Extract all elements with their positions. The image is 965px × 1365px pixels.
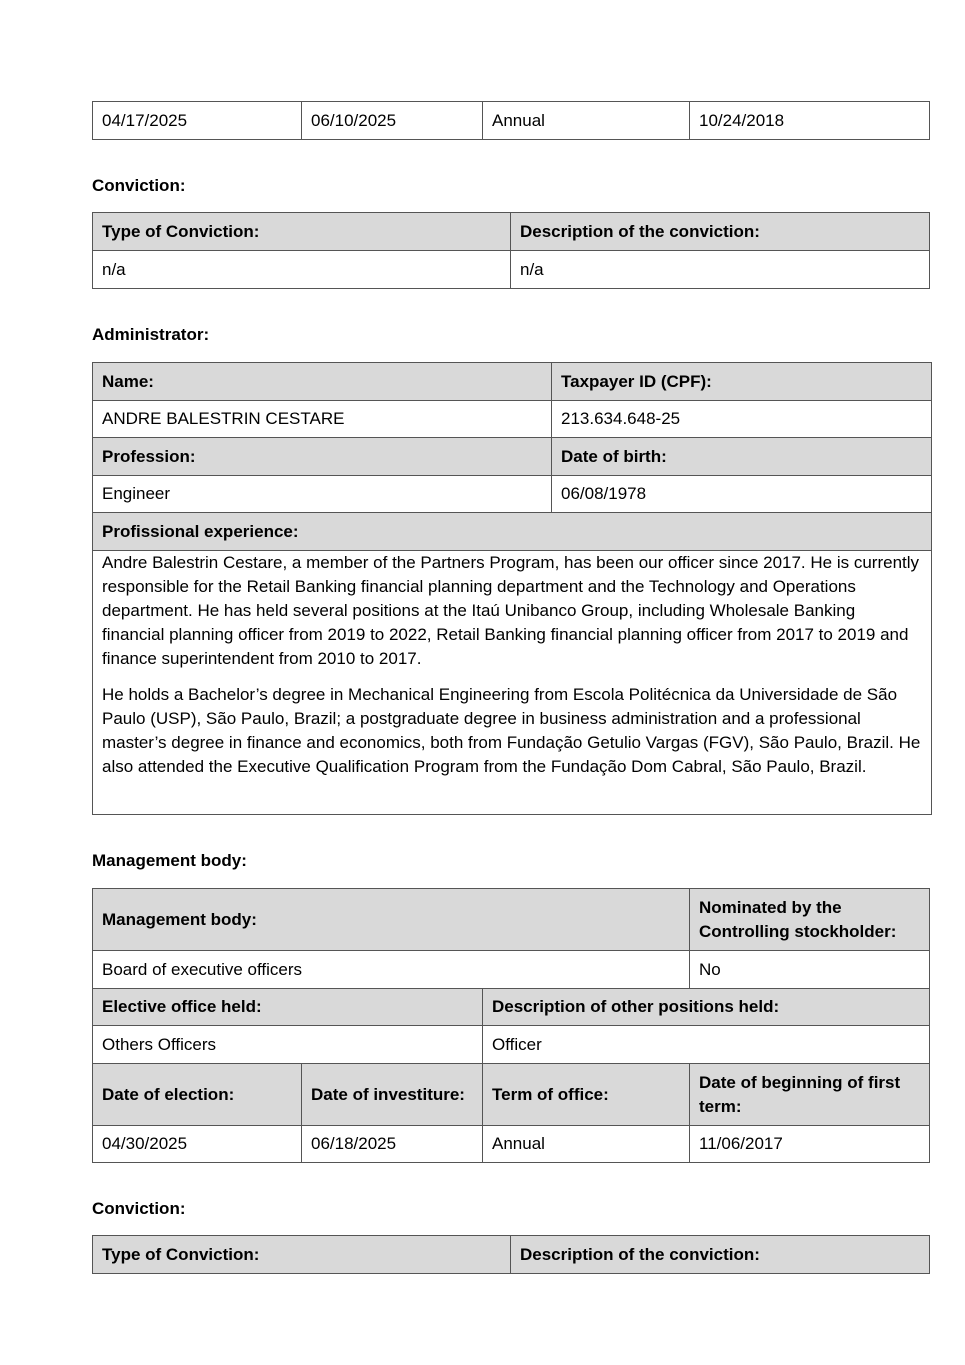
nominated-value: No [690,951,930,989]
experience-text [93,551,932,815]
type-of-conviction-header: Type of Conviction: [93,213,511,251]
date-of-investiture-value: 06/10/2025 [302,102,483,140]
elective-office-value: Others Officers [93,1026,483,1064]
conviction-description-header: Description of the conviction: [511,213,930,251]
experience-header: Profissional experience: [93,513,932,551]
term-of-office-value: Annual [483,102,690,140]
date-of-investiture-value: 06/18/2025 [302,1126,483,1163]
nominated-header: Nominated by the Controlling stockholder: [690,889,930,951]
experience-paragraph-1: Andre Balestrin Cestare, a member of the Partners Program, has been our officer since 2017. He is currently responsible for the Retail Banking financial planning department and the Technology and Operations department. He has held several positions at the Itaú Unibanco Group, including Wholesale Banking financial planning officer from 2019 to 2022, Retail Banking financial planning officer from 2017 to 2019 and finance superintendent from 2010 to 2017. [102,553,920,668]
administrator-heading: Administrator: [92,325,210,344]
name-value: ANDRE BALESTRIN CESTARE [93,401,552,438]
date-of-election-header: Date of election: [93,1064,302,1126]
conviction-description-header: Description of the conviction: [511,1236,930,1274]
term-of-office-value: Annual [483,1126,690,1163]
other-positions-header: Description of other positions held: [483,989,930,1026]
name-header: Name: [93,363,552,401]
management-body-value: Board of executive officers [93,951,690,989]
conviction-table [92,212,930,289]
date-of-birth-header: Date of birth: [552,438,932,476]
management-body-table [92,888,930,1163]
type-of-conviction-value: n/a [93,251,511,289]
type-of-conviction-header: Type of Conviction: [93,1236,511,1274]
profession-header: Profession: [93,438,552,476]
experience-paragraph-2: He holds a Bachelor’s degree in Mechanical Engineering from Escola Politécnica da Universidade de São Paulo (USP), São Paulo, Brazil; a postgraduate degree in business administration and a professional master’s degree in finance and economics, both from Fundação Getulio Vargas (FGV), São Paulo, Brazil. He also attended the Executive Qualification Program from the Fundação Dom Cabral, São Paulo, Brazil. [102,685,921,776]
taxpayer-id-value: 213.634.648-25 [552,401,932,438]
date-of-investiture-header: Date of investiture: [302,1064,483,1126]
management-body-heading: Management body: [92,851,247,870]
date-of-election-value: 04/17/2025 [93,102,302,140]
administrator-table [92,362,932,815]
term-of-office-header: Term of office: [483,1064,690,1126]
first-term-value: 11/06/2017 [690,1126,930,1163]
conviction-description-value: n/a [511,251,930,289]
date-of-election-value: 04/30/2025 [93,1126,302,1163]
taxpayer-id-header: Taxpayer ID (CPF): [552,363,932,401]
profession-value: Engineer [93,476,552,513]
conviction-heading: Conviction: [92,1199,186,1218]
conviction-heading: Conviction: [92,176,186,195]
date-of-birth-value: 06/08/1978 [552,476,932,513]
conviction-table [92,1235,930,1274]
previous-term-table [92,101,930,140]
other-positions-value: Officer [483,1026,930,1064]
management-body-header: Management body: [93,889,690,951]
elective-office-header: Elective office held: [93,989,483,1026]
date-first-term-value: 10/24/2018 [690,102,930,140]
first-term-header: Date of beginning of first term: [690,1064,930,1126]
